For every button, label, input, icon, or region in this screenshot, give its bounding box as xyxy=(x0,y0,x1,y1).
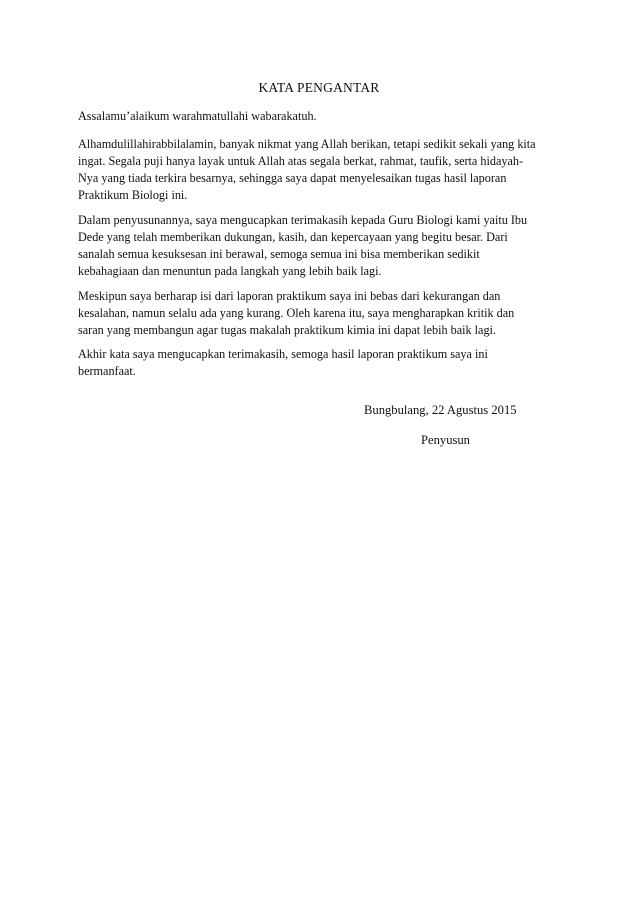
paragraph-line: Alhamdulillahirabbilalamin, banyak nikmat yang Allah berikan, tetapi sedikit sekali yang kita xyxy=(78,137,536,151)
place-date: Bungbulang, 22 Agustus 2015 xyxy=(364,403,517,417)
paragraph-line: Dede yang telah memberikan dukungan, kasih, dan kepercayaan yang begitu besar. Dari xyxy=(78,230,508,244)
paragraph-2 xyxy=(78,212,563,280)
paragraph-line: Akhir kata saya mengucapkan terimakasih, semoga hasil laporan praktikum saya ini xyxy=(78,347,488,361)
author-signature: Penyusun xyxy=(421,433,470,447)
paragraph-line: Dalam penyusunannya, saya mengucapkan terimakasih kepada Guru Biologi kami yaitu Ibu xyxy=(78,213,528,227)
paragraph-4 xyxy=(78,346,563,380)
page-title: KATA PENGANTAR xyxy=(258,80,380,95)
paragraph-line: kebahagiaan dan menuntun pada langkah yang lebih baik lagi. xyxy=(78,264,382,278)
greeting-text: Assalamu’alaikum warahmatullahi wabarakatuh. xyxy=(78,109,317,123)
paragraph-line: ingat. Segala puji hanya layak untuk Allah atas segala berkat, rahmat, taufik, serta hidayah- xyxy=(78,154,524,168)
paragraph-line: Meskipun saya berharap isi dari laporan praktikum saya ini bebas dari kekurangan dan xyxy=(78,289,501,303)
greeting xyxy=(78,108,563,125)
paragraph-line: Nya yang tiada terkira besarnya, sehingga saya dapat menyelesaikan tugas hasil laporan xyxy=(78,171,507,185)
paragraph-line: kesalahan, namun selalu ada yang kurang. Oleh karena itu, saya mengharapkan kritik dan xyxy=(78,306,515,320)
paragraph-line: bermanfaat. xyxy=(78,364,136,378)
paragraph-1 xyxy=(78,136,563,204)
paragraph-line: saran yang membangun agar tugas makalah praktikum kimia ini dapat lebih baik lagi. xyxy=(78,323,496,337)
paragraph-3 xyxy=(78,288,563,339)
paragraph-line: sanalah semua kesuksesan ini berawal, semoga semua ini bisa memberikan sedikit xyxy=(78,247,480,261)
paragraph-line: Praktikum Biologi ini. xyxy=(78,188,188,202)
